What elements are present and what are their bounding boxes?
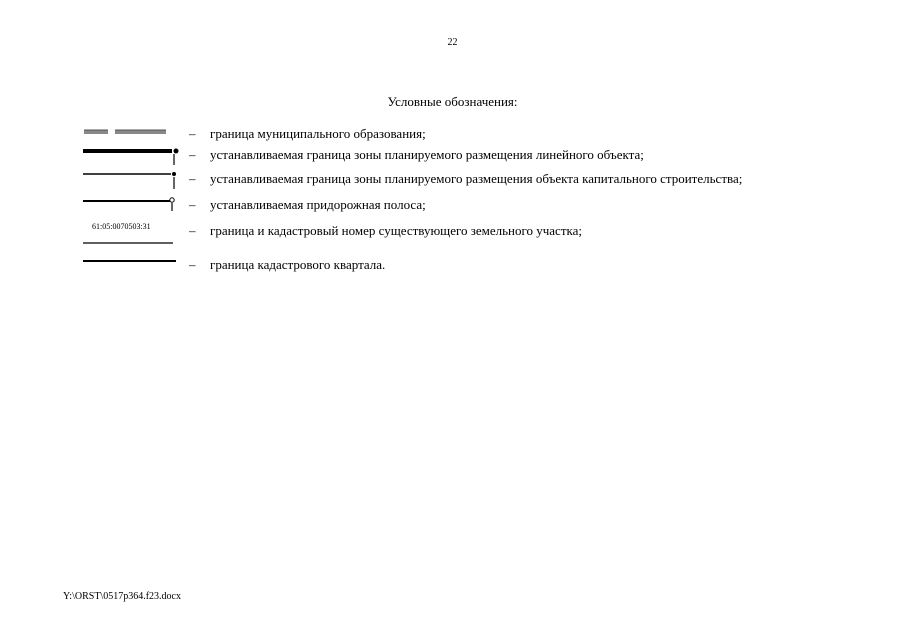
land-plot-boundary-line-icon: [80, 221, 190, 247]
legend-label: граница и кадастровый номер существующего земельного участка;: [210, 223, 583, 238]
municipal-boundary-line-icon: [80, 124, 190, 144]
legend-label: устанавливаемая придорожная полоса;: [210, 197, 426, 212]
capital-construction-zone-symbol: [80, 169, 190, 189]
legend-item-linear-object-zone: [0, 145, 905, 165]
linear-object-zone-line-icon: [80, 145, 190, 165]
linear-object-zone-symbol: [80, 145, 190, 165]
legend-item-capital-construction-zone: [0, 169, 905, 189]
legend-item-land-plot-boundary: [0, 221, 905, 241]
legend-item-cadastral-quarter-boundary: [0, 255, 905, 275]
document-file-path: Y:\ORST\0517p364.f23.docx: [63, 591, 181, 602]
legend-label: граница кадастрового квартала.: [210, 257, 386, 272]
legend-title: Условные обозначения:: [387, 94, 518, 109]
legend-separator: –: [189, 223, 196, 238]
roadside-strip-line-icon: [80, 195, 190, 215]
municipal-boundary-symbol: [80, 124, 190, 144]
legend-label: устанавливаемая граница зоны планируемого размещения объекта капитального строительства;: [210, 171, 743, 186]
legend-item-roadside-strip: [0, 195, 905, 215]
legend-separator: –: [189, 257, 196, 272]
page-number: 22: [447, 37, 458, 48]
legend-label: устанавливаемая граница зоны планируемого размещения линейного объекта;: [210, 147, 644, 162]
cadastral-number: 61:05:0070503:31: [92, 222, 151, 231]
legend-separator: –: [189, 197, 196, 212]
cadastral-quarter-boundary-symbol: [80, 255, 190, 275]
cadastral-quarter-boundary-line-icon: [80, 255, 190, 275]
legend-separator: –: [189, 147, 196, 162]
roadside-strip-symbol: [80, 195, 190, 215]
legend-separator: –: [189, 171, 196, 186]
land-plot-boundary-symbol: [80, 221, 190, 241]
legend-separator: –: [189, 126, 196, 141]
legend-item-municipal-boundary: [0, 124, 905, 144]
legend-label: граница муниципального образования;: [210, 126, 426, 141]
capital-construction-zone-line-icon: [80, 169, 190, 189]
